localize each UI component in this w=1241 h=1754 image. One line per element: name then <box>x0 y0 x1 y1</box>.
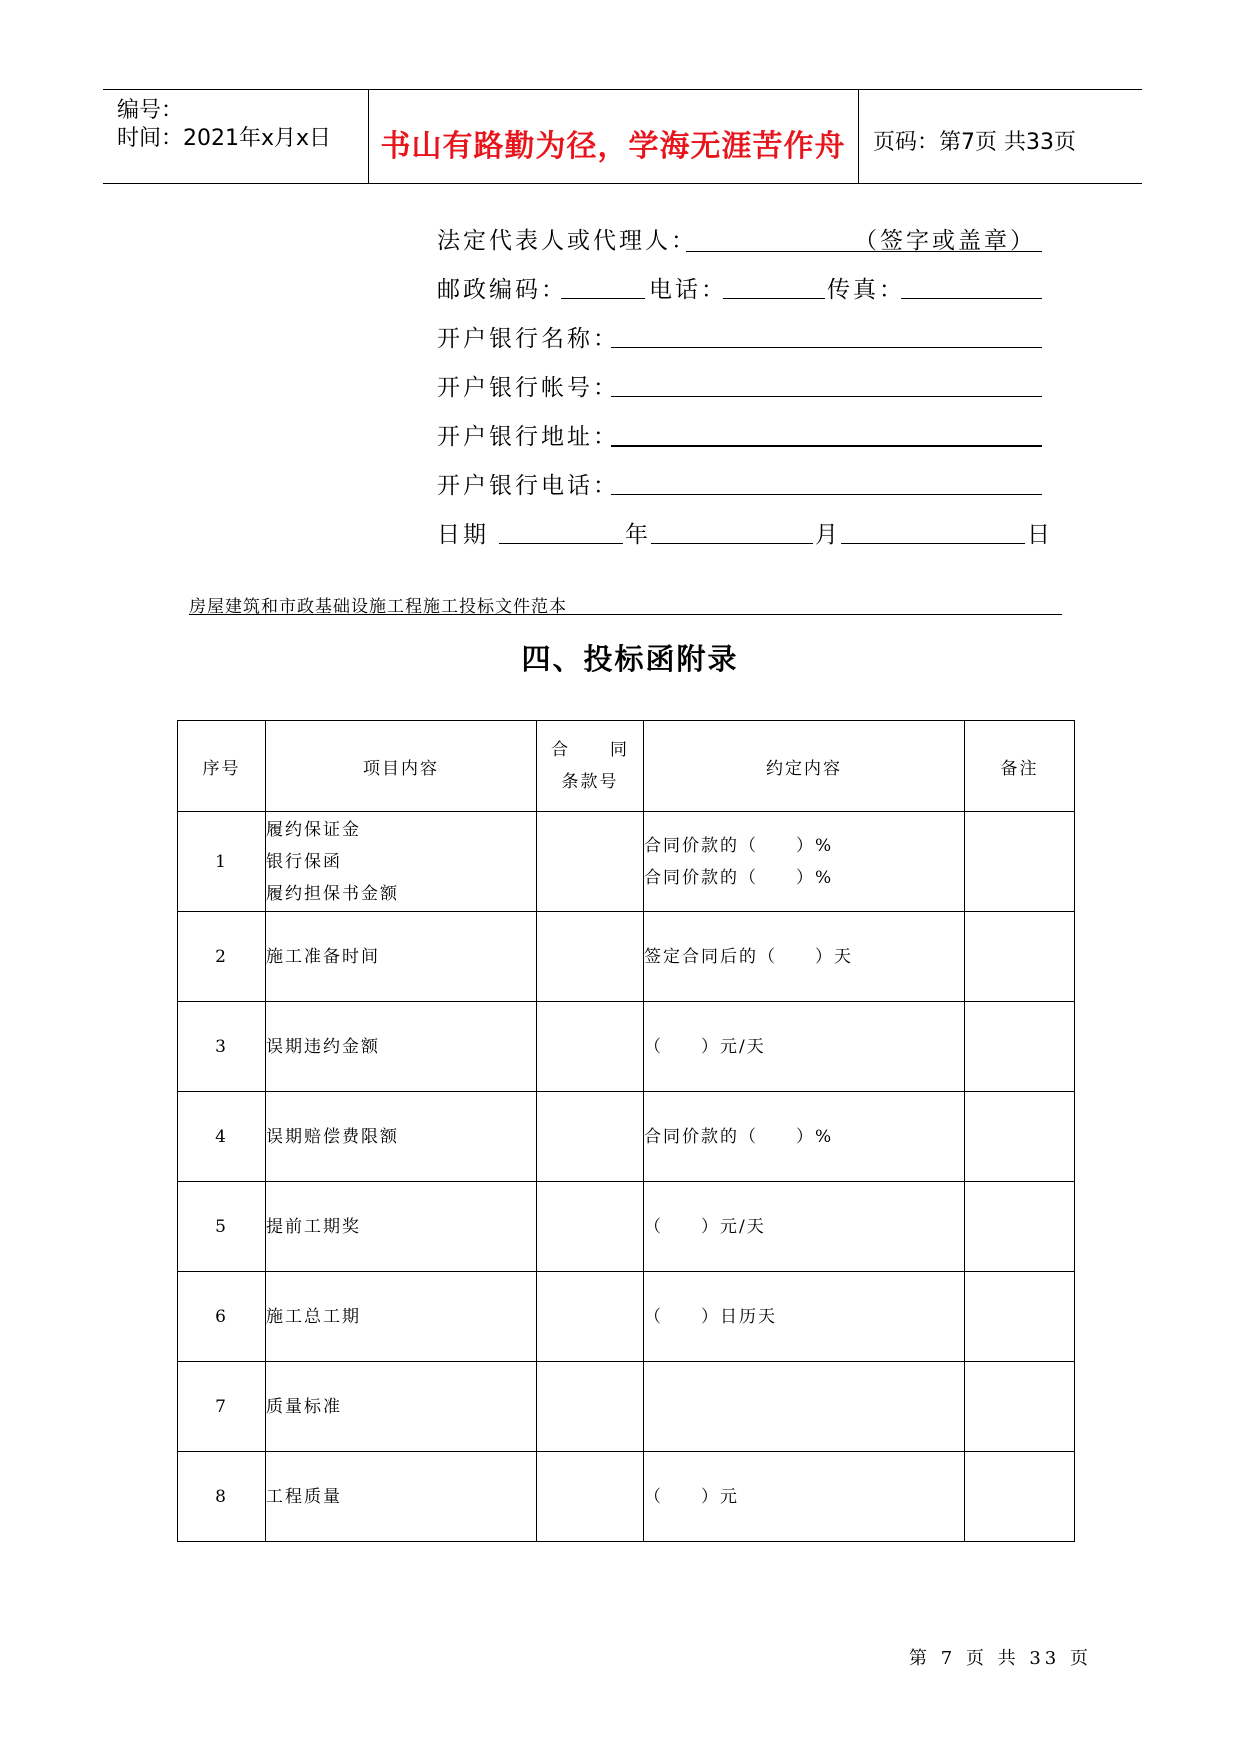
table-row <box>178 912 1075 1002</box>
row-clause-cell[interactable] <box>537 1182 644 1272</box>
row-note-cell[interactable] <box>965 1182 1075 1272</box>
header-clause-bottom: 条款号 <box>561 772 619 792</box>
header-cell-agreement: 约定内容 <box>644 721 965 812</box>
table-row <box>178 1002 1075 1092</box>
bid-appendix-table <box>177 720 1075 1542</box>
agreement-line: （ ）日历天 <box>644 1306 777 1327</box>
header-top-rule <box>103 89 1142 90</box>
row-item-cell <box>266 1092 537 1182</box>
fax-label: 传真： <box>827 277 905 303</box>
agreement-line: 合同价款的（ ）% <box>644 1126 834 1147</box>
month-label: 月 <box>815 522 841 548</box>
form-row-legal-rep <box>437 222 1042 260</box>
document-name-rule <box>189 614 1062 615</box>
row-number-cell: 4 <box>178 1092 266 1182</box>
row-note-cell[interactable] <box>965 1272 1075 1362</box>
day-label: 日 <box>1027 522 1053 548</box>
day-underline[interactable] <box>841 543 1025 544</box>
item-line: 施工准备时间 <box>266 946 380 967</box>
row-agreement-cell[interactable] <box>644 812 965 912</box>
legal-rep-label: 法定代表人或代理人： <box>437 228 697 254</box>
row-agreement-cell[interactable] <box>644 1182 965 1272</box>
row-item-cell <box>266 912 537 1002</box>
row-clause-cell[interactable] <box>537 1272 644 1362</box>
row-number-cell: 2 <box>178 912 266 1002</box>
agreement-line: 合同价款的（ ）% <box>644 835 834 856</box>
bank-phone-label: 开户银行电话： <box>437 473 619 499</box>
header-cell-item: 项目内容 <box>266 721 537 812</box>
row-number-cell: 3 <box>178 1002 266 1092</box>
header-time-label: 时间：2021年x月x日 <box>117 126 332 151</box>
header-cell-clause <box>537 721 644 812</box>
agreement-line: （ ）元/天 <box>644 1036 766 1057</box>
header-bottom-rule <box>103 183 1142 184</box>
header-clause-top-right: 同 <box>610 740 629 760</box>
agreement-line: （ ）元 <box>644 1486 739 1507</box>
bank-name-label: 开户银行名称： <box>437 326 619 352</box>
table-row <box>178 812 1075 912</box>
form-row-date <box>437 516 1053 554</box>
item-line: 质量标准 <box>266 1396 342 1417</box>
row-agreement-cell[interactable] <box>644 1362 965 1452</box>
row-clause-cell[interactable] <box>537 812 644 912</box>
row-number-cell: 8 <box>178 1452 266 1542</box>
row-clause-cell[interactable] <box>537 1452 644 1542</box>
row-note-cell[interactable] <box>965 1452 1075 1542</box>
bank-phone-underline[interactable] <box>611 494 1042 495</box>
row-agreement-cell[interactable] <box>644 1002 965 1092</box>
row-agreement-cell[interactable] <box>644 1452 965 1542</box>
legal-rep-underline[interactable] <box>686 251 1042 252</box>
item-line: 履约保证金 <box>266 819 361 840</box>
agreement-line: （ ）元/天 <box>644 1216 766 1237</box>
row-clause-cell[interactable] <box>537 1092 644 1182</box>
table-row <box>178 1182 1075 1272</box>
form-row-bank-address <box>437 418 1042 456</box>
row-note-cell[interactable] <box>965 1362 1075 1452</box>
postcode-underline[interactable] <box>561 298 645 299</box>
agreement-line: 签定合同后的（ ）天 <box>644 946 853 967</box>
row-clause-cell[interactable] <box>537 1002 644 1092</box>
form-row-bank-account <box>437 369 1042 407</box>
phone-label: 电话： <box>649 277 727 303</box>
header-cell-no: 序号 <box>178 721 266 812</box>
month-underline[interactable] <box>651 543 813 544</box>
bank-address-label: 开户银行地址： <box>437 424 619 450</box>
item-line: 工程质量 <box>266 1486 342 1507</box>
fax-underline[interactable] <box>901 298 1042 299</box>
header-number-label: 编号： <box>117 98 184 123</box>
bank-address-underline[interactable] <box>611 445 1042 447</box>
row-item-cell <box>266 1002 537 1092</box>
row-note-cell[interactable] <box>965 1092 1075 1182</box>
bank-name-underline[interactable] <box>611 347 1042 348</box>
table-row <box>178 1272 1075 1362</box>
row-number-cell: 1 <box>178 812 266 912</box>
phone-underline[interactable] <box>723 298 825 299</box>
form-row-bank-phone <box>437 467 1042 505</box>
row-agreement-cell[interactable] <box>644 1092 965 1182</box>
row-number-cell: 5 <box>178 1182 266 1272</box>
section-title: 四、投标函附录 <box>521 642 739 676</box>
item-line: 误期赔偿费限额 <box>266 1126 399 1147</box>
row-note-cell[interactable] <box>965 912 1075 1002</box>
header-motto: 书山有路勤为径，学海无涯苦作舟 <box>380 129 846 164</box>
row-item-cell <box>266 1452 537 1542</box>
row-item-cell <box>266 1362 537 1452</box>
table-row <box>178 1362 1075 1452</box>
row-agreement-cell[interactable] <box>644 1272 965 1362</box>
agreement-line: 合同价款的（ ）% <box>644 867 834 888</box>
bank-account-label: 开户银行帐号： <box>437 375 619 401</box>
form-row-contact <box>437 271 1042 309</box>
table-header-row <box>178 721 1075 812</box>
row-number-cell: 6 <box>178 1272 266 1362</box>
row-note-cell[interactable] <box>965 812 1075 912</box>
item-line: 提前工期奖 <box>266 1216 361 1237</box>
row-note-cell[interactable] <box>965 1002 1075 1092</box>
row-clause-cell[interactable] <box>537 1362 644 1452</box>
legal-rep-suffix: （签字或盖章） <box>854 228 1036 254</box>
row-item-cell <box>266 1182 537 1272</box>
header-divider-right <box>858 89 859 183</box>
row-item-cell <box>266 1272 537 1362</box>
date-label: 日期 <box>437 522 489 548</box>
row-number-cell: 7 <box>178 1362 266 1452</box>
table-row <box>178 1452 1075 1542</box>
year-label: 年 <box>625 522 651 548</box>
row-item-cell <box>266 812 537 912</box>
document-name: 房屋建筑和市政基础设施工程施工投标文件范本 <box>189 597 567 617</box>
table-row <box>178 1092 1075 1182</box>
header-cell-note: 备注 <box>965 721 1075 812</box>
item-line: 施工总工期 <box>266 1306 361 1327</box>
row-clause-cell[interactable] <box>537 912 644 1002</box>
header-clause-top-left: 合 <box>551 740 570 760</box>
bank-account-underline[interactable] <box>611 396 1042 397</box>
page-footer: 第 7 页 共 33 页 <box>909 1648 1092 1669</box>
form-row-bank-name <box>437 320 1042 358</box>
item-line: 银行保函 <box>266 851 342 872</box>
postcode-label: 邮政编码： <box>437 277 567 303</box>
header-page-code: 页码：第7页 共33页 <box>873 130 1076 155</box>
item-line: 误期违约金额 <box>266 1036 380 1057</box>
row-agreement-cell[interactable] <box>644 912 965 1002</box>
year-underline[interactable] <box>499 543 623 544</box>
item-line: 履约担保书金额 <box>266 883 399 904</box>
